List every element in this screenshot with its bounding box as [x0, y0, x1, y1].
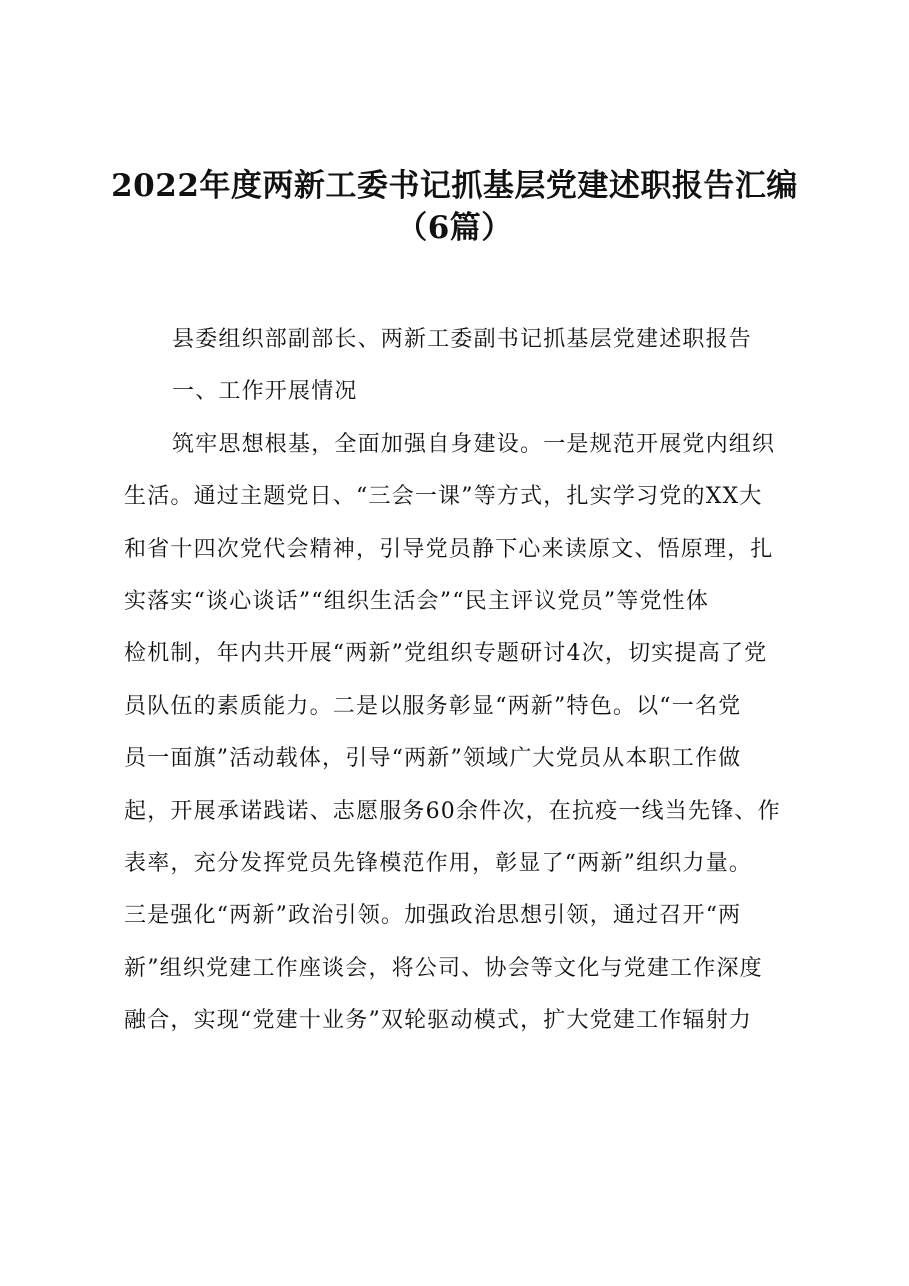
- document-title-line-1: 2022年度两新工委书记抓基层党建述职报告汇编: [111, 168, 798, 204]
- paragraph-line: 检机制，年内共开展“两新”党组织专题研讨4次，切实提高了党: [124, 641, 768, 667]
- report-subtitle: 县委组织部副部长、两新工委副书记抓基层党建述职报告: [172, 327, 753, 352]
- paragraph-line: 筑牢思想根基，全面加强自身建设。一是规范开展党内组织: [172, 431, 776, 457]
- document-title-line-2: （6篇）: [396, 210, 513, 246]
- paragraph-line: 员一面旗”活动载体，引导“两新”领域广大党员从本职工作做: [124, 746, 742, 772]
- paragraph-line: 和省十四次党代会精神，引导党员静下心来读原文、悟原理，扎: [124, 536, 774, 562]
- document-body: [124, 314, 824, 1047]
- paragraph-line: 融合，实现“党建十业务”双轮驱动模式，扩大党建工作辐射力: [124, 1008, 753, 1034]
- paragraph-line: 新”组织党建工作座谈会，将公司、协会等文化与党建工作深度: [124, 955, 763, 981]
- paragraph-line: 实落实“谈心谈话”“组织生活会”“民主评议党员”等党性体: [124, 588, 710, 614]
- section-heading: 一、工作开展情况: [172, 379, 358, 405]
- paragraph-line: 表率，充分发挥党员先锋模范作用，彰显了“两新”组织力量。: [124, 850, 753, 876]
- paragraph-line: 生活。通过主题党日、“三会一课”等方式，扎实学习党的XX大: [124, 484, 763, 510]
- paragraph-line: 三是强化“两新”政治引领。加强政治思想引领，通过召开“两: [124, 903, 742, 929]
- paragraph-line: 起，开展承诺践诺、志愿服务60余件次，在抗疫一线当先锋、作: [124, 798, 781, 824]
- paragraph-line: 员队伍的素质能力。二是以服务彰显“两新”特色。以“一名党: [124, 693, 742, 719]
